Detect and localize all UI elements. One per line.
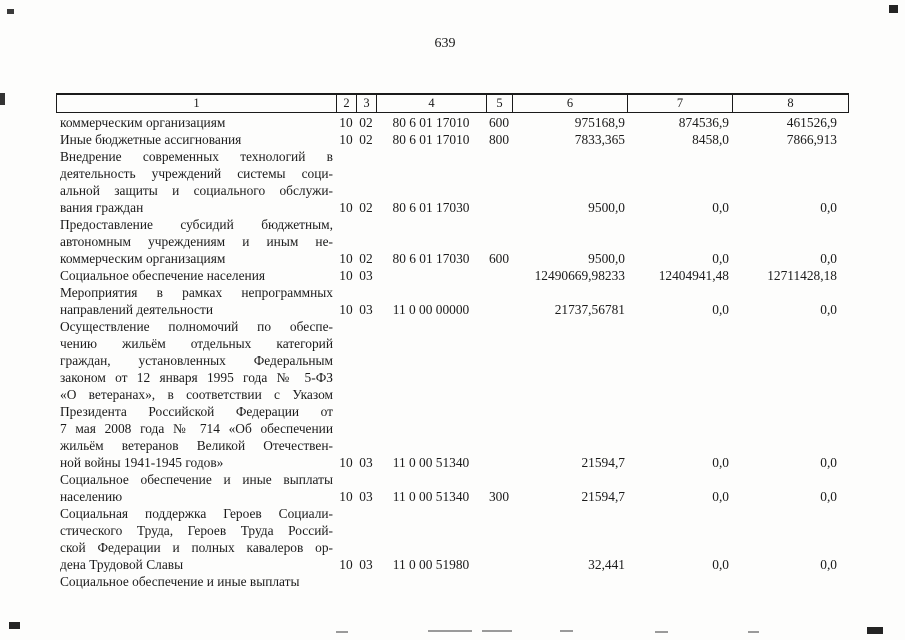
row-cell-c7: 8458,0 [692,132,729,147]
table-header-cell-5: 5 [487,95,513,112]
row-title-line: граждан, установленных Федеральным [60,353,333,368]
row-title [56,148,336,216]
row-cell-c7: 0,0 [712,455,729,470]
table-header-cell-6: 6 [513,95,628,112]
row-cell-c6: 21594,7 [581,489,625,504]
row-cell-c6: 7833,365 [574,132,625,147]
row-cell-c4: 11 0 00 51980 [392,557,470,572]
row-cell-c6: 21737,56781 [554,302,625,317]
row-title-line: деятельность учреждений системы соци- [60,166,333,181]
scan-artifact [867,627,883,634]
row-cell-c4: 11 0 00 51340 [392,455,470,470]
row-title-line: вания граждан [60,200,144,215]
scan-artifact [560,630,573,632]
row-cell-c4: 80 6 01 17010 [392,132,470,147]
table-row [56,114,849,131]
row-cell-c5: 600 [488,251,510,266]
row-cell-c8: 12711428,18 [767,268,837,283]
scan-artifact [748,631,759,633]
row-cell-c6: 975168,9 [574,115,625,130]
row-cell-c3: 02 [359,251,373,266]
row-title-line: чению жильём отдельных категорий [60,336,333,351]
table-row [56,284,849,318]
table-row [56,267,849,284]
row-cell-c8: 0,0 [820,557,837,572]
row-title-line: ской Федерации и полных кавалеров ор- [60,540,333,555]
table-header-cell-2: 2 [337,95,357,112]
row-title-line: направлений деятельности [60,302,214,317]
row-cell-c2: 10 [339,200,353,215]
row-cell-c8: 7866,913 [786,132,837,147]
row-title-line: Социальное обеспечение и иные выплаты [60,574,300,589]
row-cell-c8: 0,0 [820,251,837,266]
row-cell-c5: 300 [488,489,510,504]
row-cell-c3: 03 [359,455,373,470]
row-title [56,267,336,284]
table-row [56,471,849,505]
row-title-line: «О ветеранах», в соответствии с Указом [60,387,333,402]
row-title-line: Иные бюджетные ассигнования [60,132,242,147]
row-title [56,318,336,471]
table-header-cell-3: 3 [357,95,377,112]
scan-artifact [889,5,898,13]
row-cell-c2: 10 [339,557,353,572]
row-cell-c3: 03 [359,302,373,317]
row-cell-c6: 21594,7 [581,455,625,470]
row-title-line: Социальная поддержка Героев Социали- [60,506,333,521]
row-title-line: 7 мая 2008 года № 714 «Об обеспечении [60,421,333,436]
row-cell-c8: 0,0 [820,302,837,317]
row-cell-c2: 10 [339,132,353,147]
row-cell-c3: 02 [359,132,373,147]
row-title-line: дена Трудовой Славы [60,557,184,572]
table-row [56,216,849,267]
row-title [56,471,336,505]
row-cell-c7: 12404941,48 [658,268,729,283]
row-title-line: Внедрение современных технологий в [60,149,333,164]
row-title-line: Социальное обеспечение и иные выплаты [60,472,333,487]
row-cell-c3: 03 [359,268,373,283]
table-row [56,505,849,573]
row-cell-c6: 9500,0 [588,200,625,215]
row-title-line: автономным учреждениям и иным не- [60,234,333,249]
row-cell-c7: 0,0 [712,200,729,215]
row-title-line: ной войны 1941-1945 годов» [60,455,224,470]
table-row [56,318,849,471]
row-cell-c7: 0,0 [712,557,729,572]
table-header-cell-7: 7 [628,95,733,112]
row-title-line: Мероприятия в рамках непрограммных [60,285,333,300]
row-cell-c2: 10 [339,268,353,283]
row-cell-c8: 0,0 [820,455,837,470]
row-cell-c4: 11 0 00 51340 [392,489,470,504]
row-cell-c2: 10 [339,115,353,130]
scan-artifact [336,631,348,633]
row-cell-c4: 80 6 01 17030 [392,200,470,215]
row-title-line: законом от 12 января 1995 года № 5-ФЗ [60,370,333,385]
budget-table [56,93,849,590]
row-cell-c6: 32,441 [588,557,625,572]
scan-artifact [655,631,668,633]
table-header-cell-4: 4 [377,95,487,112]
table-header-cell-8: 8 [787,96,794,110]
row-cell-c8: 461526,9 [786,115,837,130]
row-title-line: стического Труда, Героев Труда Россий- [60,523,333,538]
scan-artifact [0,93,5,105]
table-row [56,131,849,148]
row-cell-c5: 800 [488,132,510,147]
row-cell-c7: 0,0 [712,489,729,504]
row-title-line: коммерческим организациям [60,115,226,130]
page-number: 639 [434,36,456,51]
row-cell-c3: 02 [359,115,373,130]
row-title-line: жильём ветеранов Великой Отечествен- [60,438,333,453]
row-cell-c2: 10 [339,489,353,504]
row-title [56,114,336,131]
row-title [56,131,336,148]
row-cell-c2: 10 [339,302,353,317]
scan-artifact [482,630,512,632]
table-row [56,573,849,590]
row-title-line: Президента Российской Федерации от [60,404,333,419]
row-cell-c7: 0,0 [712,251,729,266]
row-cell-c2: 10 [339,455,353,470]
row-title-line: Осуществление полномочий по обеспе- [60,319,333,334]
row-title [56,573,336,590]
table-body [56,113,849,590]
row-title-line: Предоставление субсидий бюджетным, [60,217,333,232]
row-cell-c3: 03 [359,489,373,504]
row-cell-c3: 02 [359,200,373,215]
table-header-cell-1: 1 [57,95,337,112]
row-title [56,505,336,573]
row-title [56,216,336,267]
row-cell-c6: 9500,0 [588,251,625,266]
row-cell-c4: 11 0 00 00000 [392,302,470,317]
row-title-line: коммерческим организациям [60,251,226,266]
row-title-line: Социальное обеспечение населения [60,268,266,283]
row-title [56,284,336,318]
table-row [56,148,849,216]
row-cell-c3: 03 [359,557,373,572]
scan-artifact [9,622,20,629]
row-cell-c4: 80 6 01 17030 [392,251,470,266]
row-cell-c2: 10 [339,251,353,266]
row-cell-c7: 874536,9 [678,115,729,130]
table-header-row [56,93,849,113]
row-cell-c4: 80 6 01 17010 [392,115,470,130]
row-cell-c8: 0,0 [820,200,837,215]
row-title-line: населению [60,489,123,504]
row-cell-c8: 0,0 [820,489,837,504]
row-cell-c7: 0,0 [712,302,729,317]
scan-artifact [428,630,472,632]
row-cell-c6: 12490669,98233 [534,268,625,283]
row-cell-c5: 600 [488,115,510,130]
row-title-line: альной защиты и социального обслужи- [60,183,333,198]
scan-artifact [7,9,14,14]
